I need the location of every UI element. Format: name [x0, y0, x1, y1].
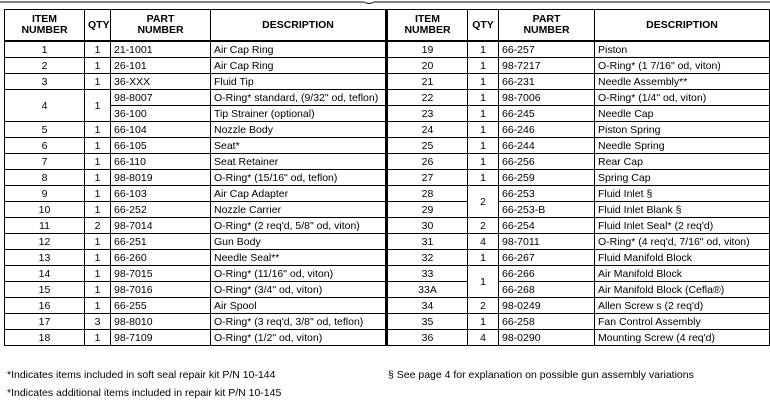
description: Fluid Inlet Blank § — [595, 202, 770, 218]
table-row — [5, 218, 770, 234]
qty: 1 — [468, 250, 499, 266]
table-row — [5, 74, 770, 90]
item-number: 13 — [5, 250, 85, 266]
table-row — [5, 186, 770, 202]
part-number: 66-259 — [499, 170, 595, 186]
item-number: 19 — [387, 41, 468, 58]
description: Air Spool — [211, 298, 387, 314]
page-top-rule — [0, 0, 770, 5]
description: O-Ring* (2 req'd, 5/8" od, viton) — [211, 218, 387, 234]
description: O-Ring* (4 req'd, 7/16" od, viton) — [595, 234, 770, 250]
item-number: 9 — [5, 186, 85, 202]
item-number: 31 — [387, 234, 468, 250]
description: Piston — [595, 41, 770, 58]
part-number: 98-8007 — [111, 90, 211, 106]
qty: 1 — [85, 250, 111, 266]
part-number: 98-0249 — [499, 298, 595, 314]
description: Allen Screw s (2 req'd) — [595, 298, 770, 314]
item-number: 27 — [387, 170, 468, 186]
qty: 1 — [85, 90, 111, 122]
qty: 1 — [85, 154, 111, 170]
qty: 4 — [468, 234, 499, 250]
description: Fluid Inlet § — [595, 186, 770, 202]
item-number: 16 — [5, 298, 85, 314]
part-number: 98-7006 — [499, 90, 595, 106]
qty: 1 — [468, 90, 499, 106]
item-number: 7 — [5, 154, 85, 170]
qty: 1 — [468, 266, 499, 298]
part-number: 66-258 — [499, 314, 595, 330]
item-number: 36 — [387, 330, 468, 346]
description: Air Manifold Block — [595, 266, 770, 282]
qty: 1 — [85, 170, 111, 186]
table-row — [5, 298, 770, 314]
footnote-assembly-variations: § See page 4 for explanation on possible gun assembly variations — [388, 369, 694, 381]
item-number: 33 — [387, 266, 468, 282]
table-row — [5, 90, 770, 106]
part-number: 98-7011 — [499, 234, 595, 250]
table-row — [5, 106, 770, 122]
table-row — [5, 41, 770, 58]
part-number: 98-7015 — [111, 266, 211, 282]
qty: 1 — [85, 58, 111, 74]
description: Tip Strainer (optional) — [211, 106, 387, 122]
table-row — [5, 58, 770, 74]
item-number: 35 — [387, 314, 468, 330]
description: Fluid Inlet Seal* (2 req'd) — [595, 218, 770, 234]
item-number: 6 — [5, 138, 85, 154]
part-number: 66-266 — [499, 266, 595, 282]
description: Fluid Manifold Block — [595, 250, 770, 266]
qty: 2 — [468, 298, 499, 314]
qty: 1 — [468, 41, 499, 58]
description: Piston Spring — [595, 122, 770, 138]
part-number: 36-100 — [111, 106, 211, 122]
part-number: 66-256 — [499, 154, 595, 170]
qty: 1 — [468, 170, 499, 186]
table-row — [5, 330, 770, 346]
header-part-number-right: PART NUMBER — [499, 10, 595, 42]
item-number: 23 — [387, 106, 468, 122]
qty: 1 — [85, 298, 111, 314]
item-number: 4 — [5, 90, 85, 122]
part-number: 66-252 — [111, 202, 211, 218]
item-number: 21 — [387, 74, 468, 90]
table-row — [5, 282, 770, 298]
item-number: 8 — [5, 170, 85, 186]
header-description-right: DESCRIPTION — [595, 10, 770, 42]
header-description: DESCRIPTION — [211, 10, 387, 42]
part-number: 66-244 — [499, 138, 595, 154]
table-row — [5, 154, 770, 170]
table-header-row — [5, 10, 770, 42]
part-number: 26-101 — [111, 58, 211, 74]
qty: 1 — [468, 106, 499, 122]
part-number: 66-257 — [499, 41, 595, 58]
item-number: 30 — [387, 218, 468, 234]
table-row — [5, 250, 770, 266]
description: Spring Cap — [595, 170, 770, 186]
item-number: 12 — [5, 234, 85, 250]
qty: 1 — [85, 41, 111, 58]
description: O-Ring* standard, (9/32" od, teflon) — [211, 90, 387, 106]
part-number: 98-7014 — [111, 218, 211, 234]
qty: 1 — [468, 314, 499, 330]
qty: 1 — [85, 330, 111, 346]
part-number: 66-253 — [499, 186, 595, 202]
item-number: 33A — [387, 282, 468, 298]
description: Needle Spring — [595, 138, 770, 154]
part-number: 66-254 — [499, 218, 595, 234]
part-number: 98-0290 — [499, 330, 595, 346]
part-number: 66-103 — [111, 186, 211, 202]
part-number: 98-7109 — [111, 330, 211, 346]
description: Rear Cap — [595, 154, 770, 170]
item-number: 26 — [387, 154, 468, 170]
qty: 1 — [468, 74, 499, 90]
description: Seat* — [211, 138, 387, 154]
qty: 2 — [468, 218, 499, 234]
item-number: 14 — [5, 266, 85, 282]
part-number: 66-268 — [499, 282, 595, 298]
description: O-Ring* (1/4" od, viton) — [595, 90, 770, 106]
qty: 4 — [468, 330, 499, 346]
table-row — [5, 314, 770, 330]
qty: 1 — [468, 122, 499, 138]
description: O-Ring* (3/4" od, viton) — [211, 282, 387, 298]
part-number: 66-260 — [111, 250, 211, 266]
qty: 1 — [85, 186, 111, 202]
item-number: 32 — [387, 250, 468, 266]
description: Needle Assembly** — [595, 74, 770, 90]
item-number: 5 — [5, 122, 85, 138]
description: Nozzle Carrier — [211, 202, 387, 218]
item-number: 1 — [5, 41, 85, 58]
header-item-number-right: ITEM NUMBER — [387, 10, 468, 42]
qty: 1 — [85, 282, 111, 298]
description: Mounting Screw (4 req'd) — [595, 330, 770, 346]
header-qty-right: QTY — [468, 10, 499, 42]
part-number: 66-246 — [499, 122, 595, 138]
description: O-Ring* (11/16" od, viton) — [211, 266, 387, 282]
qty: 1 — [468, 154, 499, 170]
part-number: 66-231 — [499, 74, 595, 90]
qty: 1 — [85, 266, 111, 282]
item-number: 20 — [387, 58, 468, 74]
description: Gun Body — [211, 234, 387, 250]
header-part-number: PART NUMBER — [111, 10, 211, 42]
description: Air Cap Ring — [211, 58, 387, 74]
part-number: 66-104 — [111, 122, 211, 138]
item-number: 22 — [387, 90, 468, 106]
description: Air Cap Adapter — [211, 186, 387, 202]
description: Fan Control Assembly — [595, 314, 770, 330]
part-number: 66-245 — [499, 106, 595, 122]
table-row — [5, 266, 770, 282]
item-number: 28 — [387, 186, 468, 202]
part-number: 66-253-B — [499, 202, 595, 218]
item-number: 34 — [387, 298, 468, 314]
part-number: 66-267 — [499, 250, 595, 266]
description: O-Ring* (3 req'd, 3/8" od, teflon) — [211, 314, 387, 330]
description: Needle Cap — [595, 106, 770, 122]
item-number: 10 — [5, 202, 85, 218]
description: Needle Seal** — [211, 250, 387, 266]
description: Nozzle Body — [211, 122, 387, 138]
item-number: 15 — [5, 282, 85, 298]
part-number: 66-251 — [111, 234, 211, 250]
qty: 2 — [85, 218, 111, 234]
description: O-Ring* (1/2" od, viton) — [211, 330, 387, 346]
description: Air Cap Ring — [211, 41, 387, 58]
description: O-Ring* (1 7/16" od, viton) — [595, 58, 770, 74]
qty: 2 — [468, 186, 499, 218]
qty: 1 — [468, 58, 499, 74]
part-number: 98-7016 — [111, 282, 211, 298]
part-number: 66-110 — [111, 154, 211, 170]
description: Fluid Tip — [211, 74, 387, 90]
part-number: 98-8019 — [111, 170, 211, 186]
item-number: 24 — [387, 122, 468, 138]
part-number: 98-8010 — [111, 314, 211, 330]
item-number: 17 — [5, 314, 85, 330]
qty: 1 — [85, 138, 111, 154]
description: Seat Retainer — [211, 154, 387, 170]
qty: 1 — [468, 138, 499, 154]
description: O-Ring* (15/16" od, teflon) — [211, 170, 387, 186]
qty: 1 — [85, 202, 111, 218]
footnote-soft-seal-kit: *Indicates items included in soft seal repair kit P/N 10-144 — [7, 369, 276, 381]
qty: 3 — [85, 314, 111, 330]
header-qty: QTY — [85, 10, 111, 42]
part-number: 98-7217 — [499, 58, 595, 74]
part-number: 66-105 — [111, 138, 211, 154]
table-row — [5, 138, 770, 154]
qty: 1 — [85, 234, 111, 250]
parts-list-table — [4, 9, 770, 346]
item-number: 2 — [5, 58, 85, 74]
part-number: 36-XXX — [111, 74, 211, 90]
table-row — [5, 202, 770, 218]
table-row — [5, 122, 770, 138]
footnote-repair-kit: *Indicates additional items included in repair kit P/N 10-145 — [7, 387, 282, 399]
table-row — [5, 234, 770, 250]
table-row — [5, 170, 770, 186]
header-item-number: ITEM NUMBER — [5, 10, 85, 42]
description: Air Manifold Block (Cefla®) — [595, 282, 770, 298]
item-number: 29 — [387, 202, 468, 218]
qty: 1 — [85, 122, 111, 138]
item-number: 11 — [5, 218, 85, 234]
part-number: 66-255 — [111, 298, 211, 314]
item-number: 25 — [387, 138, 468, 154]
item-number: 3 — [5, 74, 85, 90]
item-number: 18 — [5, 330, 85, 346]
part-number: 21-1001 — [111, 41, 211, 58]
qty: 1 — [85, 74, 111, 90]
